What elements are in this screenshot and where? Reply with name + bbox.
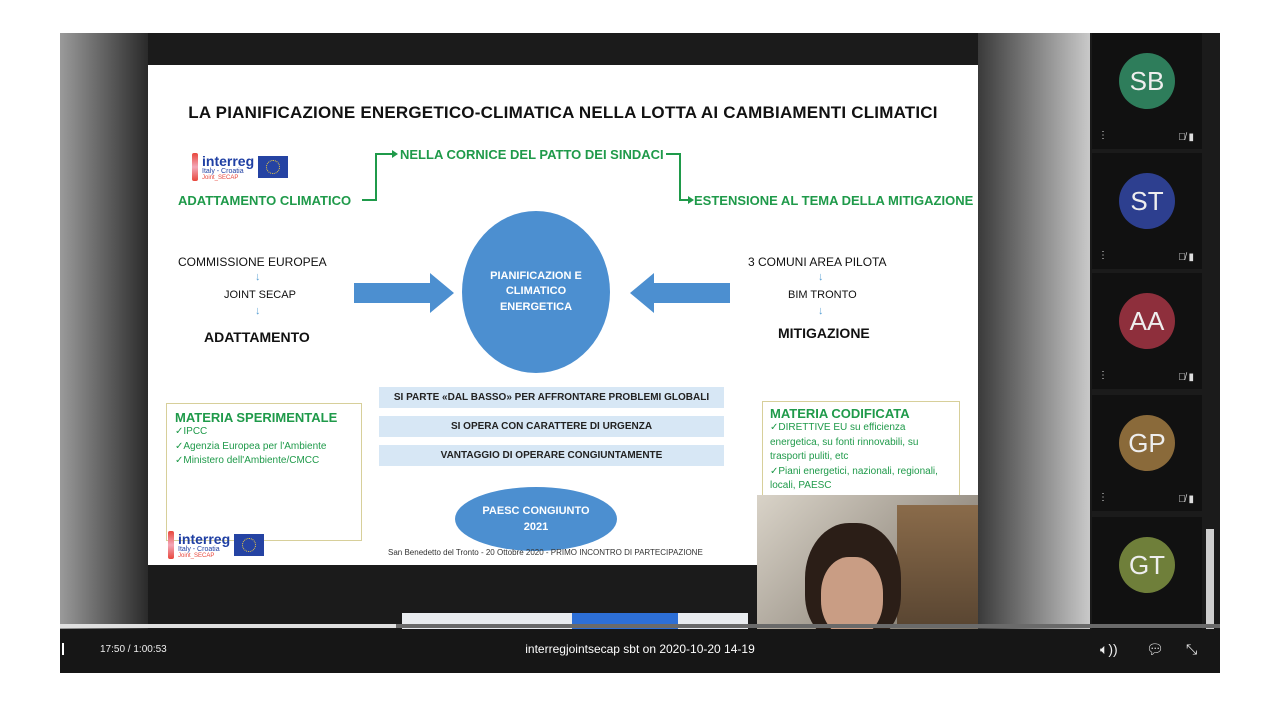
video-title: interregjointsecap sbt on 2020-10-20 14-19 (525, 642, 755, 656)
logo-name: interreg (178, 530, 231, 547)
avatar-initials: ST (1130, 185, 1164, 216)
left-edge (60, 33, 148, 633)
muted-mic-icon: 🎙̸ ▮ (1178, 252, 1194, 263)
left-big-arrow (354, 271, 454, 315)
muted-mic-icon: 🎙̸ ▮ (1178, 132, 1194, 143)
avatar-initials: SB (1129, 65, 1165, 96)
avatar (1119, 53, 1175, 109)
player-controls (60, 629, 1220, 673)
avatar-initials: GT (1128, 549, 1166, 580)
logo-sub: Italy - Croatia (178, 545, 220, 553)
right-connector-line (666, 154, 688, 200)
participant-panel (1092, 33, 1202, 633)
right-edge (978, 33, 1090, 633)
left-box-item: ✓Ministero dell'Ambiente/CMCC (175, 455, 320, 466)
participant-tile[interactable] (1092, 517, 1202, 633)
right-box-item: ✓Piani energetici, nazionali, regionali, locali, PAESC (770, 465, 938, 491)
left-connector-line (362, 154, 392, 200)
right-flow-3: MITIGAZIONE (778, 325, 870, 341)
participant-tile[interactable] (1092, 153, 1202, 269)
avatar (1119, 173, 1175, 229)
left-box-item: ✓Agenzia Europea per l'Ambiente (175, 440, 327, 452)
right-flow-arrow-2: ↓ (818, 305, 824, 317)
chat-icon[interactable]: 💬︎ (1146, 641, 1164, 657)
avatar (1119, 293, 1175, 349)
logo-program: Joint_SECAP (202, 174, 239, 181)
logo-sub: Italy - Croatia (202, 167, 244, 175)
avatar-initials: AA (1129, 305, 1165, 336)
logo-mark-icon (168, 531, 174, 559)
more-options-icon[interactable]: ⋮ (1098, 250, 1108, 261)
muted-mic-icon: 🎙̸ ▮ (1178, 372, 1194, 383)
left-box-item: ✓IPCC (175, 426, 208, 437)
eu-flag-icon (234, 534, 264, 556)
avatar-initials: GP (1128, 427, 1166, 458)
participant-tile[interactable] (1092, 33, 1202, 149)
right-flow-2: BIM TRONTO (788, 289, 857, 301)
frame-top-label: NELLA CORNICE DEL PATTO DEI SINDACI (400, 147, 664, 162)
left-flow-2: JOINT SECAP (224, 289, 296, 301)
band-1: SI PARTE «DAL BASSO» PER AFFRONTARE PROBLEMI GLOBALI (379, 387, 724, 408)
participant-tile[interactable] (1092, 395, 1202, 511)
fullscreen-icon[interactable]: ⤡ (1186, 641, 1198, 657)
more-options-icon[interactable]: ⋮ (1098, 492, 1108, 503)
band-3: VANTAGGIO DI OPERARE CONGIUNTAMENTE (379, 445, 724, 466)
materia-sperimentale-box (166, 403, 362, 541)
band-2: SI OPERA CON CARATTERE DI URGENZA (379, 416, 724, 437)
right-flow-arrow-1: ↓ (818, 271, 824, 283)
right-box-title: MATERIA CODIFICATA (770, 406, 910, 421)
slide-footer: San Benedetto del Tronto - 20 Ottobre 2020 - PRIMO INCONTRO DI PARTECIPAZIONE (388, 548, 703, 557)
more-options-icon[interactable]: ⋮ (1098, 370, 1108, 381)
left-flow-1: COMMISSIONE EUROPEA (178, 255, 327, 269)
logo-program: Joint_SECAP (178, 552, 215, 559)
center-text: PIANIFICAZION E CLIMATICO ENERGETICA (490, 269, 582, 313)
logo-name: interreg (202, 152, 255, 169)
avatar (1119, 537, 1175, 593)
paesc-oval (455, 487, 617, 551)
left-label: ADATTAMENTO CLIMATICO (178, 193, 352, 208)
left-flow-3: ADATTAMENTO (204, 329, 310, 345)
left-flow-arrow-1: ↓ (255, 271, 261, 283)
time-readout: 17:50 / 1:00:53 (100, 644, 167, 655)
avatar (1119, 415, 1175, 471)
left-flow-arrow-2: ↓ (255, 305, 261, 317)
center-circle (462, 211, 610, 373)
right-box-item: ✓DIRETTIVE EU su efficienza energetica, su fonti rinnovabili, su trasporti puliti, etc (770, 422, 919, 462)
participant-tile[interactable] (1092, 273, 1202, 389)
interreg-logo-bottom (168, 531, 264, 559)
bookshelf (897, 505, 978, 625)
right-flow-1: 3 COMUNI AREA PILOTA (748, 255, 887, 269)
right-label: ESTENSIONE AL TEMA DELLA MITIGAZIONE (694, 193, 974, 208)
left-box-title: MATERIA SPERIMENTALE (175, 410, 338, 425)
more-options-icon[interactable]: ⋮ (1098, 130, 1108, 141)
video-player (60, 33, 1220, 673)
slide-title: LA PIANIFICAZIONE ENERGETICO-CLIMATICA NELLA LOTTA AI CAMBIAMENTI CLIMATICI (188, 103, 938, 122)
right-big-arrow (630, 271, 730, 315)
left-connector-arrow (392, 150, 398, 158)
volume-icon[interactable]: 🔈︎)) (1100, 641, 1118, 657)
muted-mic-icon: 🎙̸ ▮ (1178, 494, 1194, 505)
paesc-line-1: PAESC CONGIUNTO (482, 504, 590, 517)
progress-fill (60, 624, 396, 628)
participant-scrollbar[interactable] (1206, 529, 1214, 629)
progress-bar[interactable] (60, 624, 1220, 628)
presentation-slide (148, 65, 978, 565)
paesc-line-2: 2021 (523, 521, 549, 533)
